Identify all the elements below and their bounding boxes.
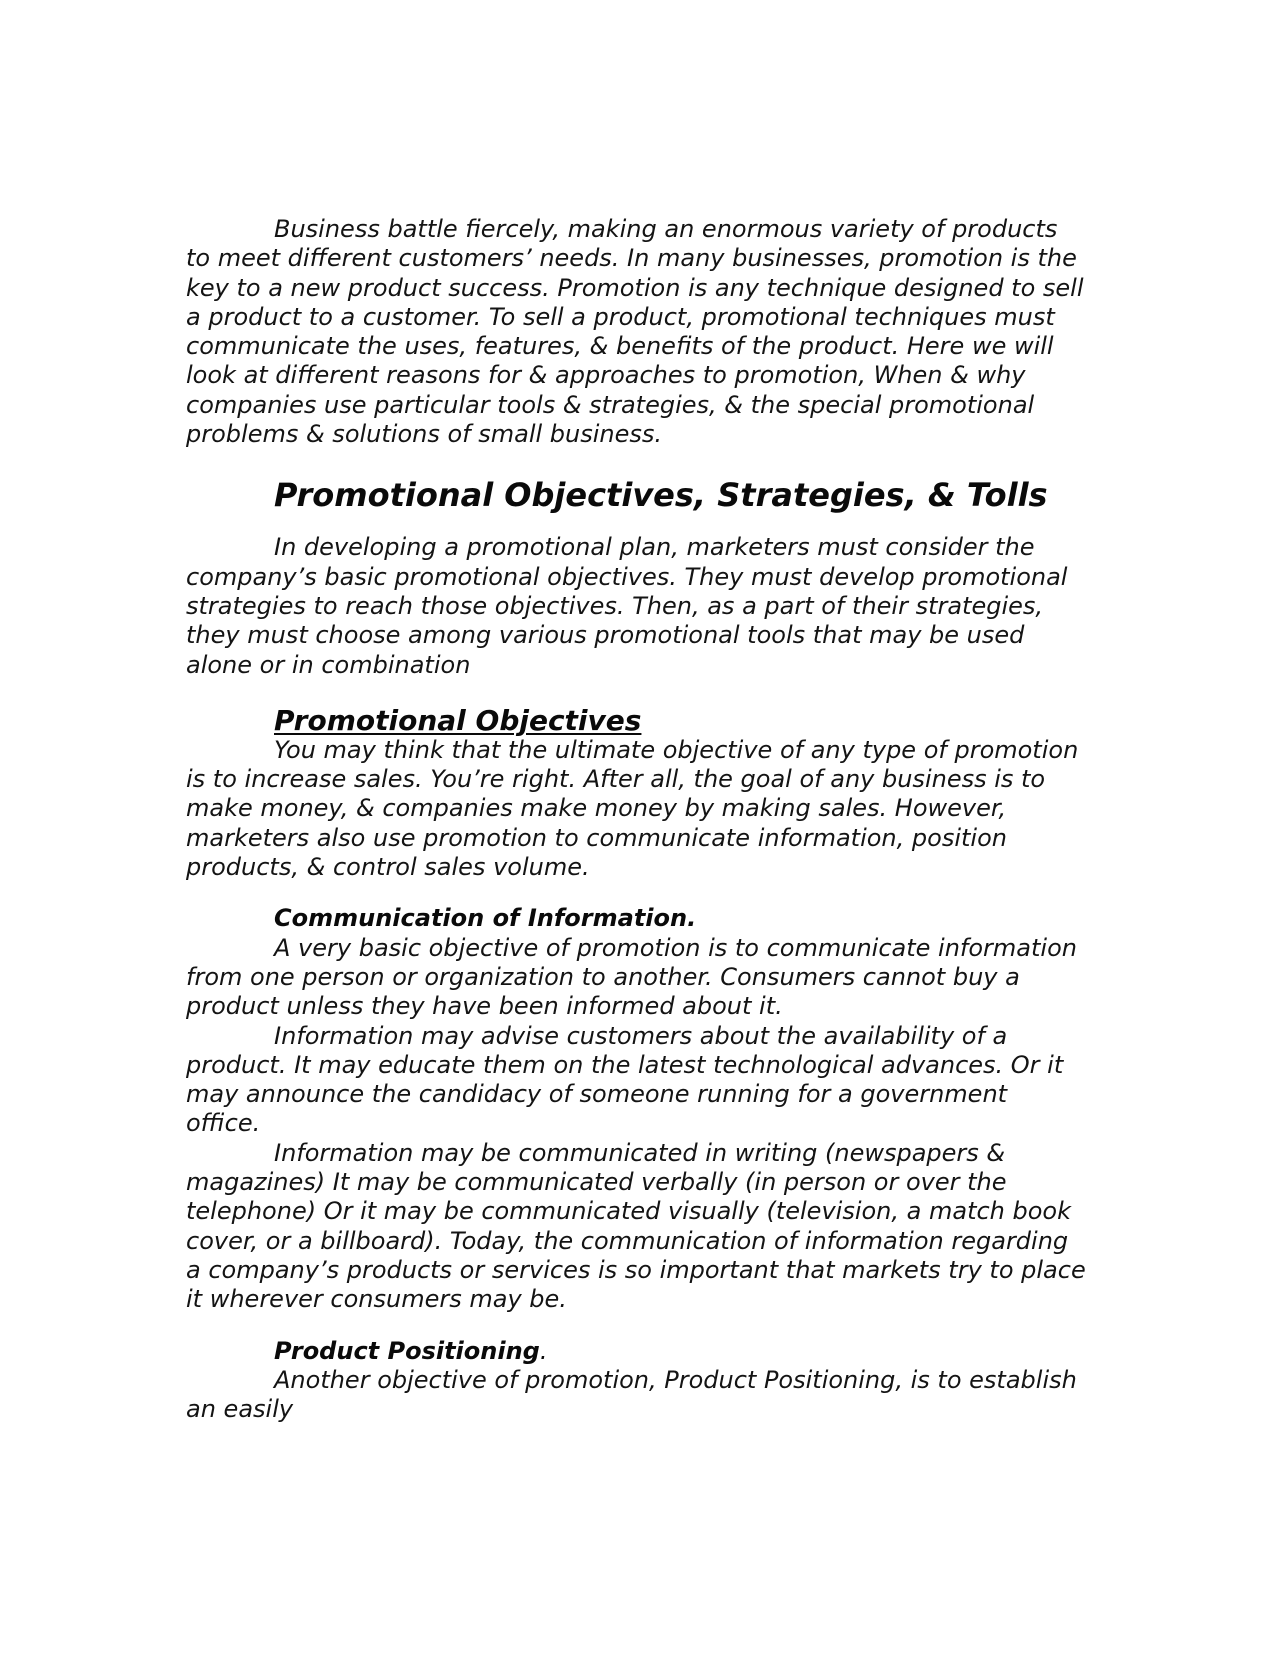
positioning-heading	[186, 1337, 1086, 1366]
subsection-heading	[186, 703, 1086, 737]
subsection-paragraph: You may think that the ultimate objective of any type of promotion is to increase sales. You’re right. After all, the goal of any business is to make money, & companies make money by making sales. However, marketers also use promotion to communicate information, position products, & control sales volume.	[186, 735, 1079, 882]
subsection-heading-text: Promotional Objectives	[274, 703, 642, 737]
document-page	[186, 215, 1086, 1424]
section-paragraph: In developing a promotional plan, marketers must consider the company’s basic promotional objectives. They must develop promotional strategies to reach those objectives. Then, as a part of their strategies, they must choose among various promotional tools that may be used alone or in combination	[186, 533, 1068, 679]
communication-heading: Communication of Information.	[274, 904, 697, 933]
positioning-paragraph: Another objective of promotion, Product Positioning, is to establish an easily	[186, 1365, 1077, 1424]
positioning-heading-text: Product Positioning	[274, 1336, 540, 1365]
communication-paragraph-3: Information may be communicated in writing (newspapers & magazines) It may be communicated verbally (in person or over the telephone) Or it may be communicated visually (television, a match book cover, or a billboard). Today, the communication of information regarding a company’s products or services is so important that markets try to place it wherever consumers may be.	[186, 1138, 1086, 1314]
section-heading: Promotional Objectives, Strategies, & Tolls	[274, 476, 1048, 515]
positioning-heading-period: .	[539, 1336, 548, 1365]
communication-paragraph-2: Information may advise customers about the availability of a product. It may educate them on the latest technological advances. Or it may announce the candidacy of someone running for a government office.	[186, 1021, 1064, 1138]
intro-paragraph: Business battle fiercely, making an enormous variety of products to meet different customers’ needs. In many businesses, promotion is the key to a new product success. Promotion is any technique designed to sell a product to a customer. To sell a product, promotional techniques must communicate the uses, features, & benefits of the product. Here we will look at different reasons for & approaches to promotion, When & why companies use particular tools & strategies, & the special promotional problems & solutions of small business.	[186, 215, 1084, 449]
communication-paragraph-1: A very basic objective of promotion is to communicate information from one person or organization to another. Consumers cannot buy a product unless they have been informed about it.	[186, 933, 1077, 1021]
